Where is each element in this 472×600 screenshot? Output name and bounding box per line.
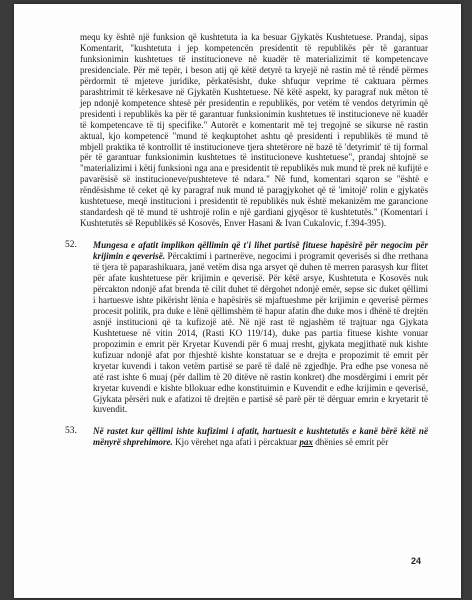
paragraph-53-body-end: dhënies së emrit për [312, 437, 389, 448]
paragraph-52-body: Përcaktimi i partnerëve, negocimi i programit qeverisës si dhe rrethana të tjera të paparashikuara, janë vetëm disa nga arsyet që duhen të merren parasysh kur flitet për afate kushtetuese për krijimin e qeverisë. Për këtë arsye, Kushtetuta e Kosovës nuk përcakton ndonjë afat brenda të cilit duhet të dërgohet ndonjë emër, sepse sic duket qëllimi i hartuesve ishte pikërisht lënia e hapësirës së mjaftueshme për krijimin e qeverisë përmes procesit politik, pra duke e lënë qëllimshëm të hapur afatin dhe duke mos i dhënë të drejtën asnjë institucioni që ta kufizojë atë. Në një rast të ngjashëm të trajtuar nga Gjykata Kushtetuese në vitin 2014, (Rasti KO 119/14), duke pas partia fituese kishte vonuar propozimin e emrit për Kryetar Kuvendi për 6 muaj rresht, gjykata megjithatë nuk kishte kufizuar ndonjë afat por thjeshtë kishte konstatuar se e drejta e propozimit të emrit për kryetar kuvendi i takon vetëm partisë se parë të dalë në zgjedhje. Pra edhe pse vonesa në atë rast ishte 6 muaj (për dallim të 20 ditëve në rastin konkret) dhe mosdërgimi i emrit për kryetar kuvendi e kishte bllokuar edhe konstituimin e Kuvendit e edhe krijimin e qeverisë, Gjykata përsëri nuk e afatizoi të drejtën e partisë së parë për të dërguar emrin e kryetarit të kuvendit. [93, 251, 428, 415]
paragraph-53-body-start: Kjo vërehet nga afati i përcaktuar [172, 437, 300, 448]
page-content [65, 32, 428, 448]
paragraph-52 [65, 240, 428, 415]
document-page [14, 4, 461, 598]
paragraph-number-53: 53. [65, 426, 77, 437]
paragraph-53-pax: pax [299, 437, 313, 448]
paragraph-53 [65, 426, 428, 448]
paragraph-52-lead: Mungesa e afatit implikon qëllimin që t'i lihet partisë fituese hapësirë për negocim për krijimin e qeverisë. [93, 240, 428, 262]
paragraph-continuation: mequ ky është një funksion që kushtetuta ia ka besuar Gjykatës Kushtetuese. Prandaj, sipas Komentarit, "kushtetuta i jep kompetencën presidentit të republikës për të garantuar funksionimin kushtetues të institucioneve në kuadër të materializimit të kompetencave presidenciale. Për më tepër, i beson atij që këtë detyrë ta kryejë në rastin më të rëndë përmes përdormit të mjeteve juridike, përkatësisht, duke shfuqur veprime të caktuara përmes parashtrimit të kërkesave në Gjykatën Kushtetuese. Në këtë aspekt, ky paragraf nuk mëton të jep ndonjë kompetence shtesë për presidentin e republikës, por vetëm të vendos detyrimin që presidenti i republikës ka për të garantuar funksionimin kushtetues të institucioneve në kuadër të kompetencave të tij specifike." Autorët e komentarit më tej tregojnë se sikurse në rastin aktual, kjo kompetencë "mund të keqkuptohet ashtu që presidenti i republikës të mund të mbjell praktika të kontrollit të institucioneve tjera shtetërore në bazë të 'detyrimit' të tij formal për të garantuar funksionimin kushtetues të institucioneve kushtetuese", prandaj shtojnë se "materializimi i këtij funksioni nga ana e presidentit të republikës nuk mund të prek në kufijtë e pavarësisë së institucioneve/pushteteve të ndara." Në fund, komentari sqaron se "është e rëndësishme të ceket që ky paragraf nuk mund të paragjykohet që të 'imitojë' rolin e gjykatës kushtetuese, meqë institucioni i presidentit të republikës nuk është mekanizëm me garancione standardesh që të mund të ushtrojë rolin e një gardiani gjyqësor të kushtetutës." (Komentari i Kushtetutës së Republikës së Kosovës, Enver Hasani & Ivan Cukalovic, f.394-395). [80, 32, 428, 229]
page-number: 24 [410, 556, 421, 566]
paragraph-53-lead: Në rastet kur qëllimi ishte kufizimi i afatit, hartuesit e kushtetutës e kanë bërë këtë në mënyrë shprehimore. [93, 426, 428, 448]
paragraph-number-52: 52. [65, 240, 77, 251]
